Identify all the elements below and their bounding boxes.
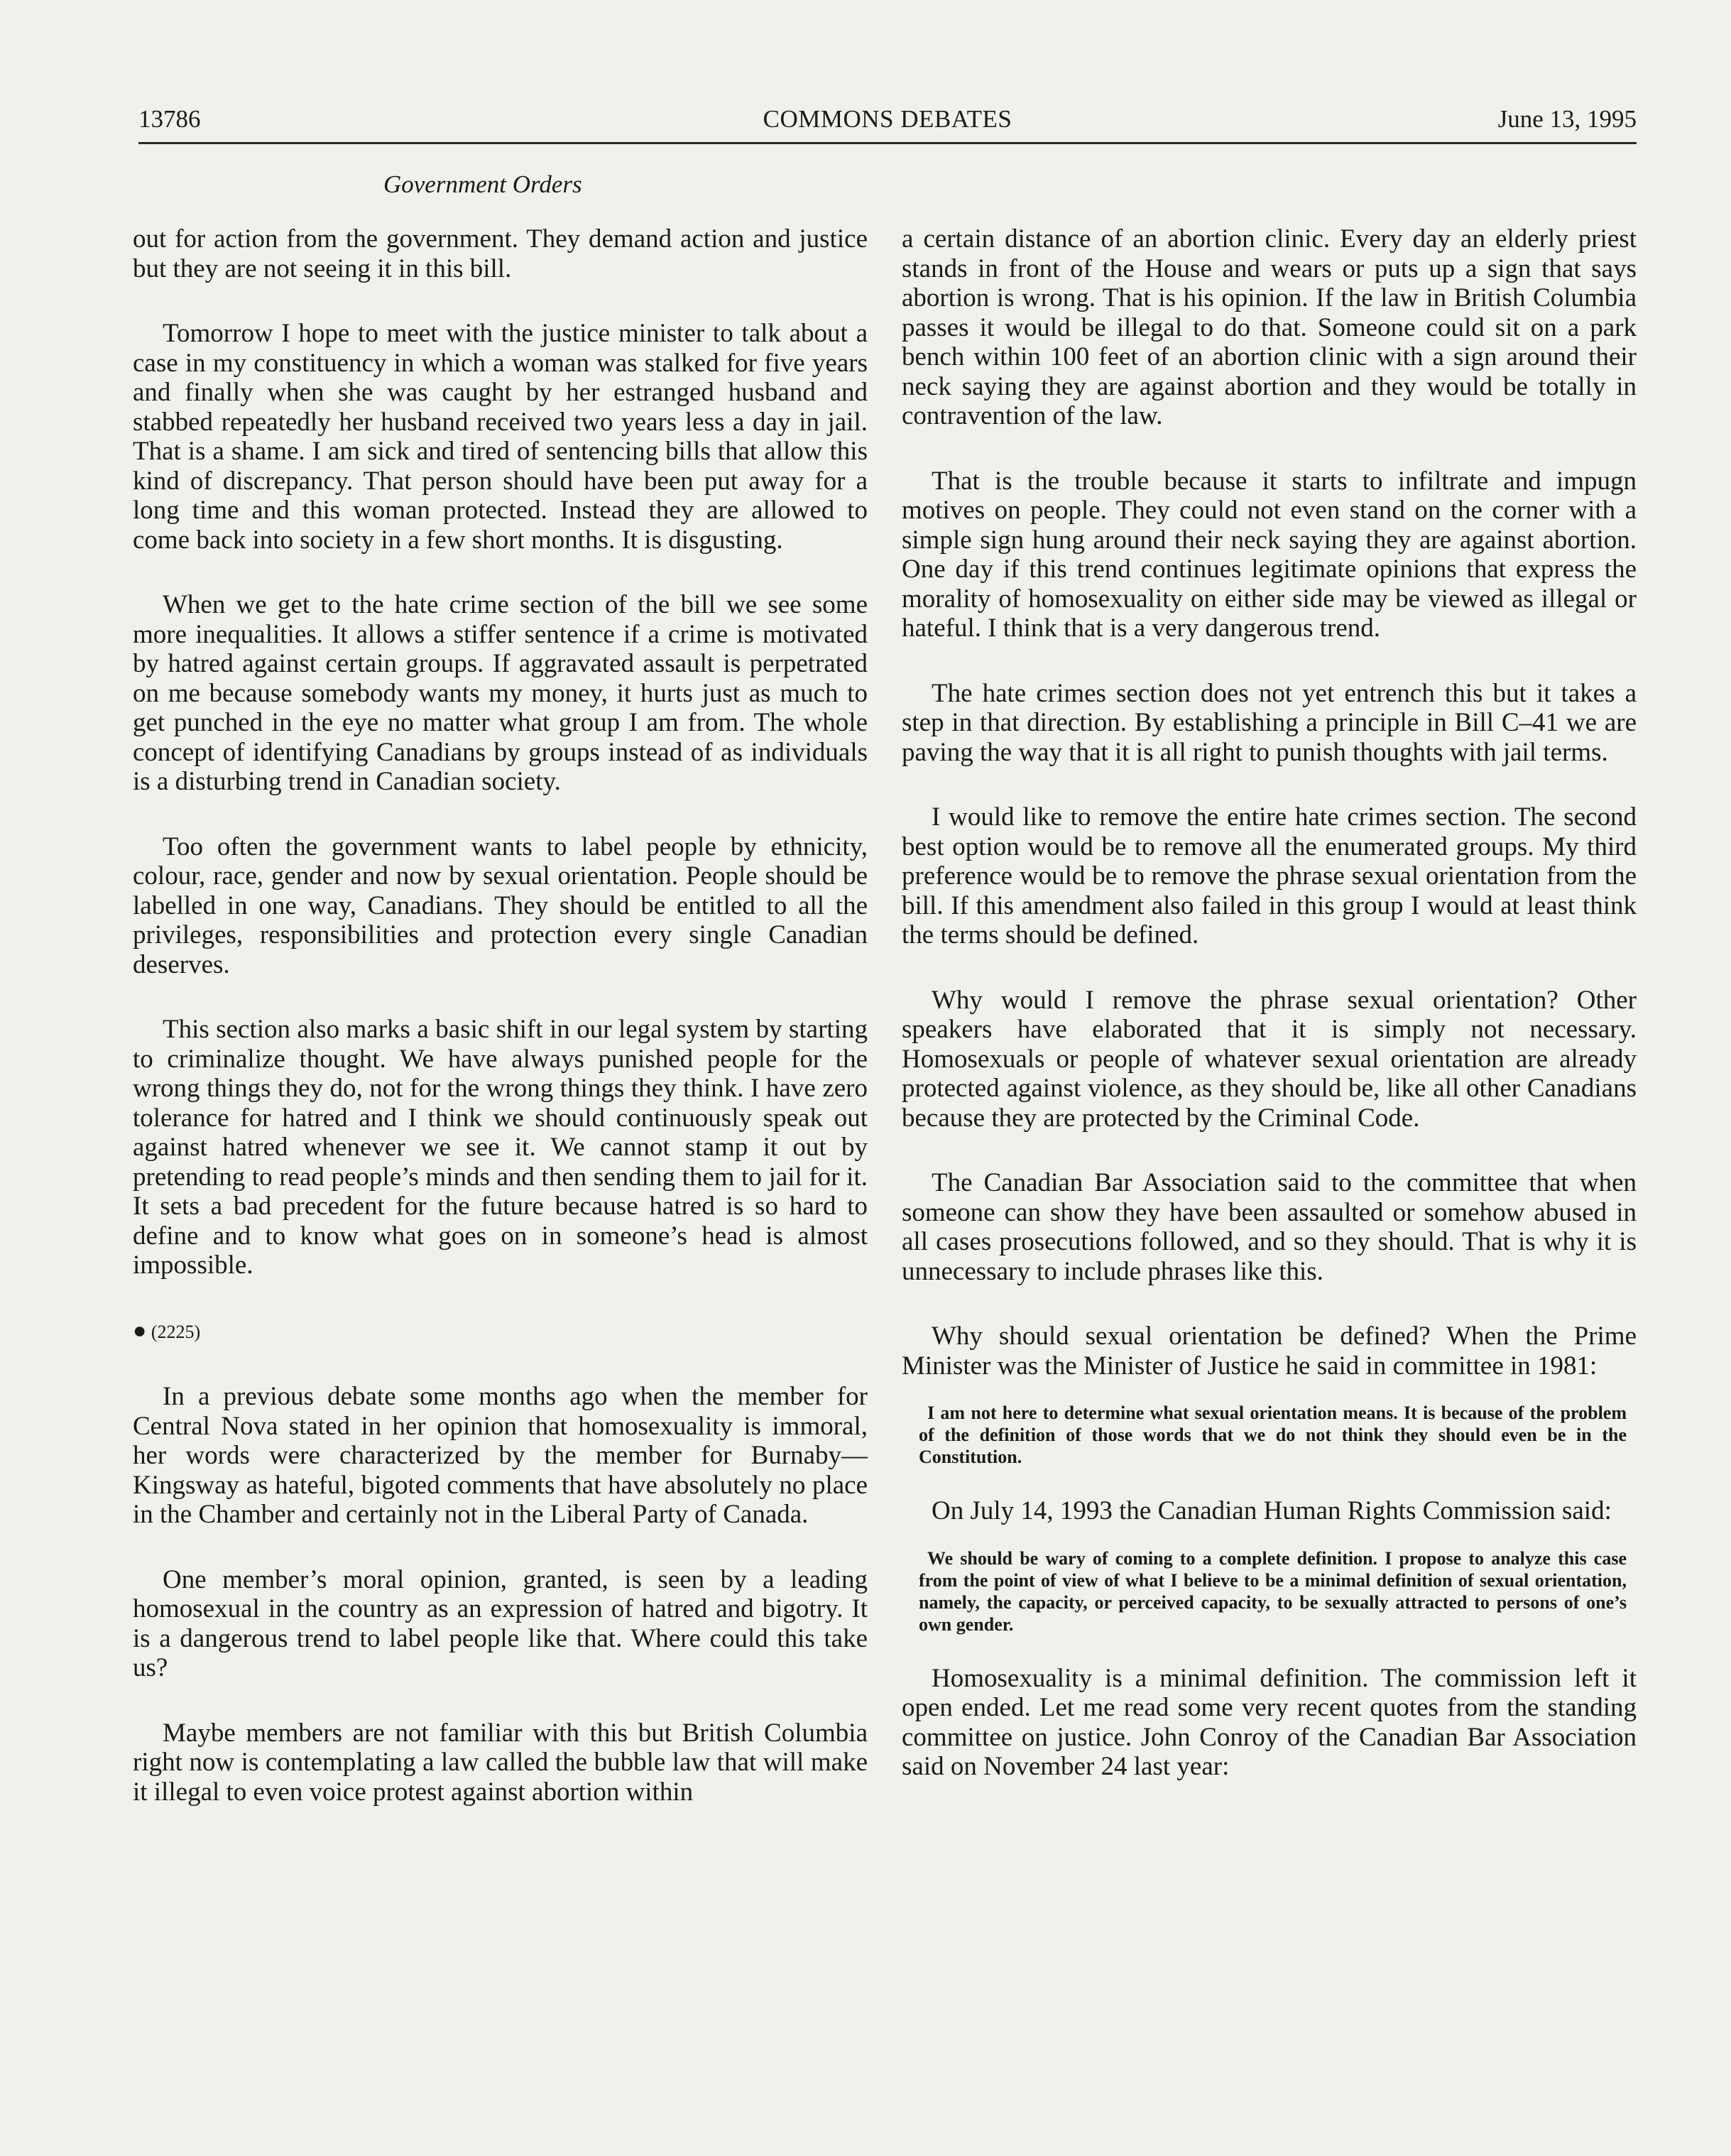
paragraph: Tomorrow I hope to meet with the justice minister to talk about a case in my constituency in which a woman was stalked for five years and finally when she was caught by her estranged husband and stabbed repeatedly her husband received two years less a day in jail. That is a shame. I am sick and tired of sentencing bills that allow this kind of discrepancy. That person should have been put away for a long time and this woman protected. Instead they are allowed to come back into society in a few short months. It is disgusting. <box>133 319 868 555</box>
paragraph: Too often the government wants to label people by ethnicity, colour, race, gender and now by sexual orientation. People should be labelled in one way, Canadians. They should be entitled to all the privileges, responsibilities and protection every single Canadian deserves. <box>133 832 868 979</box>
right-column <box>902 224 1637 1817</box>
publication-title: COMMONS DEBATES <box>763 105 1012 133</box>
paragraph: a certain distance of an abortion clinic. Every day an elderly priest stands in front of the House and wears or puts up a sign that says abortion is wrong. That is his opinion. If the law in British Columbia passes it would be illegal to do that. Someone could sit on a park bench within 100 feet of an abortion clinic with a sign around their neck saying they are against abortion and they would be totally in contravention of the law. <box>902 224 1637 430</box>
paragraph: out for action from the government. They demand action and justice but they are not seeing it in this bill. <box>133 224 868 283</box>
page-header <box>138 99 1637 142</box>
time-marker-text: (2225) <box>151 1321 201 1342</box>
paragraph: On July 14, 1993 the Canadian Human Rights Commission said: <box>932 1496 1612 1525</box>
paragraph: Why should sexual orientation be defined? When the Prime Minister was the Minister of Justice he said in committee in 1981: <box>902 1322 1637 1381</box>
paragraph: Maybe members are not familiar with this but British Columbia right now is contemplating a law called the bubble law that will make it illegal to even voice protest against abortion within <box>133 1718 868 1807</box>
page-number: 13786 <box>138 105 201 133</box>
section-title: Government Orders <box>383 170 582 198</box>
header-rule <box>138 142 1637 144</box>
block-quote: We should be wary of coming to a complete definition. I propose to analyze this case from the point of view of what I believe to be a minimal definition of sexual orientation, namely, the capacity, or perceived capacity, to be sexually attracted to persons of one’s own gender. <box>919 1547 1627 1635</box>
paragraph: In a previous debate some months ago when the member for Central Nova stated in her opinion that homosexuality is immoral, her words were characterized by the member for Burnaby—Kingsway as hateful, bigoted comments that have absolutely no place in the Chamber and certainly not in the Liberal Party of Canada. <box>133 1382 868 1529</box>
paragraph: Why would I remove the phrase sexual orientation? Other speakers have elaborated that it is simply not necessary. Homosexuals or people of whatever sexual orientation are already protected against violence, as they should be, like all other Canadians because they are protected by the Criminal Code. <box>902 985 1637 1133</box>
paragraph: This section also marks a basic shift in our legal system by starting to criminalize thought. We have always punished people for the wrong things they do, not for the wrong things they think. I have zero tolerance for hatred and I think we should continuously speak out against hatred whenever we see it. We cannot stamp it out by pretending to read people’s minds and then sending them to jail for it. It sets a bad precedent for the future because hatred is so hard to define and to know what goes on in someone’s head is almost impossible. <box>133 1015 868 1280</box>
paragraph: Homosexuality is a minimal definition. The commission left it open ended. Let me read some very recent quotes from the standing committee on justice. John Conroy of the Canadian Bar Association said on November 24 last year: <box>902 1663 1637 1781</box>
paragraph: That is the trouble because it starts to infiltrate and impugn motives on people. They could not even stand on the corner with a simple sign hung around their neck saying they are against abortion. One day if this trend continues legitimate opinions that express the morality of homosexuality on either side may be viewed as illegal or hateful. I think that is a very dangerous trend. <box>902 466 1637 643</box>
paragraph: When we get to the hate crime section of the bill we see some more inequalities. It allows a stiffer sentence if a crime is motivated by hatred against certain groups. If aggravated assault is perpetrated on me because somebody wants my money, it hurts just as much to get punched in the eye no matter what group I am from. The whole concept of identifying Canadians by groups instead of as individuals is a disturbing trend in Canadian society. <box>133 590 868 796</box>
paragraph: I would like to remove the entire hate crimes section. The second best option would be to remove all the enumerated groups. My third preference would be to remove the phrase sexual orientation from the bill. If this amendment also failed in this group I would at least think the terms should be defined. <box>902 802 1637 949</box>
block-quote: I am not here to determine what sexual orientation means. It is because of the problem of the definition of those words that we do not think they should even be in the Constitution. <box>919 1403 1627 1467</box>
left-column <box>133 224 868 1842</box>
paragraph: One member’s moral opinion, granted, is seen by a leading homosexual in the country as an expression of hatred and bigotry. It is a dangerous trend to label people like that. Where could this take us? <box>133 1564 868 1682</box>
time-marker <box>133 1316 868 1347</box>
paragraph: The hate crimes section does not yet entrench this but it takes a step in that direction. By establishing a principle in Bill C–41 we are paving the way that it is all right to punish thoughts with jail terms. <box>902 678 1637 767</box>
publication-date: June 13, 1995 <box>1497 105 1637 133</box>
paragraph: The Canadian Bar Association said to the committee that when someone can show they have been assaulted or somehow abused in all cases prosecutions followed, and so they should. That is why it is unnecessary to include phrases like this. <box>902 1168 1637 1286</box>
bullet-icon: ● <box>133 1317 147 1343</box>
